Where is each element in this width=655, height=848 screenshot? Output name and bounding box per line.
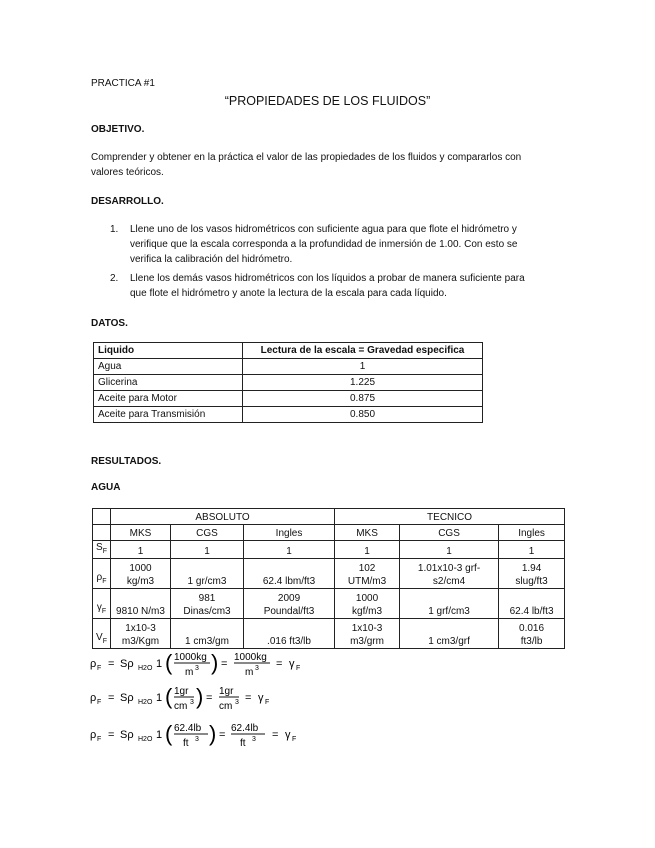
table-header-cell: CGS: [400, 525, 499, 541]
svg-text:62.4lb: 62.4lb: [231, 723, 259, 734]
table-group-header: ABSOLUTO: [111, 509, 335, 525]
table-header-cell: Liquido: [94, 343, 243, 359]
table-cell: [93, 525, 111, 541]
table-row: [94, 407, 483, 423]
svg-text:62.4lb: 62.4lb: [174, 723, 202, 734]
equation-density-mks: [88, 646, 348, 680]
svg-text:1gr: 1gr: [174, 686, 189, 697]
svg-text:F: F: [265, 699, 270, 706]
table-cell: Aceite para Transmisión: [94, 407, 243, 423]
svg-text:3: 3: [235, 699, 239, 706]
svg-text:1: 1: [156, 692, 163, 704]
table-cell: 0.875: [243, 391, 483, 407]
table-cell: 2009 Poundal/ft3: [244, 589, 335, 619]
svg-text:=: =: [219, 729, 226, 741]
table-cell: 1: [499, 541, 565, 559]
document-title: “PROPIEDADES DE LOS FLUIDOS”: [224, 94, 431, 108]
data-heading: DATOS.: [91, 318, 128, 329]
svg-text:=: =: [276, 658, 283, 670]
table-cell: Glicerina: [94, 375, 243, 391]
svg-text:ρ: ρ: [90, 658, 97, 670]
table-header-cell: CGS: [171, 525, 244, 541]
svg-text:Sρ: Sρ: [120, 658, 134, 670]
table-cell: 1 cm3/gm: [171, 619, 244, 649]
svg-text:3: 3: [190, 699, 194, 706]
svg-text:1gr: 1gr: [219, 686, 234, 697]
table-cell: .016 ft3/lb: [244, 619, 335, 649]
table-row: [93, 619, 565, 649]
table-cell: 1: [244, 541, 335, 559]
equation-density-cgs: [88, 680, 348, 714]
svg-text:(: (: [165, 721, 173, 746]
svg-text:F: F: [97, 736, 102, 743]
svg-text:=: =: [108, 658, 115, 670]
table-cell: [93, 509, 111, 525]
svg-text:Sρ: Sρ: [120, 692, 134, 704]
svg-text:H2O: H2O: [138, 736, 153, 743]
table-cell: 1: [243, 359, 483, 375]
row-symbol: $S_F$: [93, 541, 111, 559]
objective-heading: OBJETIVO.: [91, 124, 145, 135]
svg-text:=: =: [221, 658, 228, 670]
row-symbol: $\gamma_F$: [93, 589, 111, 619]
svg-text:ft: ft: [183, 738, 189, 749]
table-row: [93, 589, 565, 619]
svg-text:1000kg: 1000kg: [234, 652, 267, 663]
svg-text:H2O: H2O: [138, 665, 153, 672]
svg-text:1000kg: 1000kg: [174, 652, 207, 663]
row-symbol: $\rho_F$: [93, 559, 111, 589]
svg-text:ρ: ρ: [90, 729, 97, 741]
table-header-cell: MKS: [335, 525, 400, 541]
table-cell: 1.225: [243, 375, 483, 391]
table-cell: 1: [335, 541, 400, 559]
svg-text:3: 3: [255, 665, 259, 672]
table-cell: 1 gr/cm3: [171, 559, 244, 589]
svg-text:F: F: [292, 736, 297, 743]
svg-text:=: =: [108, 729, 115, 741]
results-heading: RESULTADOS.: [91, 456, 162, 467]
results-table: [92, 508, 565, 649]
svg-text:Sρ: Sρ: [120, 729, 134, 741]
svg-text:ft: ft: [240, 738, 246, 749]
svg-text:(: (: [165, 650, 173, 675]
table-header-cell: Ingles: [499, 525, 565, 541]
svg-text:): ): [196, 684, 204, 709]
list-item-line: que flote el hidrómetro y anote la lectura de la escala para cada líquido.: [130, 288, 447, 299]
svg-text:3: 3: [195, 665, 199, 672]
table-cell: 1000 kgf/m3: [335, 589, 400, 619]
svg-text:=: =: [206, 692, 213, 704]
table-cell: 1x10-3 m3/grm: [335, 619, 400, 649]
table-cell: 62.4 lb/ft3: [499, 589, 565, 619]
svg-text:): ): [211, 650, 219, 675]
table-header-cell: Ingles: [244, 525, 335, 541]
list-item-line: verifica la calibración del hidrómetro.: [130, 254, 293, 265]
svg-text:m: m: [185, 667, 194, 678]
table-row: [93, 509, 565, 525]
svg-text:): ): [209, 721, 217, 746]
table-cell: 1: [400, 541, 499, 559]
equation-density-english: [88, 716, 348, 752]
table-cell: 1.94 slug/ft3: [499, 559, 565, 589]
table-cell: 1: [111, 541, 171, 559]
list-item: [110, 222, 565, 270]
svg-text:F: F: [97, 665, 102, 672]
table-row: [93, 525, 565, 541]
table-row: [94, 391, 483, 407]
table-cell: 9810 N/m3: [111, 589, 171, 619]
table-cell: 1: [171, 541, 244, 559]
svg-text:3: 3: [252, 736, 256, 743]
svg-text:cm: cm: [174, 701, 188, 712]
svg-text:3: 3: [195, 736, 199, 743]
table-cell: 102 UTM/m3: [335, 559, 400, 589]
table-cell: 1000 kg/m3: [111, 559, 171, 589]
objective-line-1: Comprender y obtener en la práctica el valor de las propiedades de los fluidos y compararlos con: [91, 152, 522, 163]
svg-text:F: F: [97, 699, 102, 706]
table-cell: 0.016 ft3/lb: [499, 619, 565, 649]
table-row: [94, 375, 483, 391]
svg-text:1: 1: [156, 729, 163, 741]
table-cell: 0.850: [243, 407, 483, 423]
table-header-cell: MKS: [111, 525, 171, 541]
practice-number: PRACTICA #1: [91, 78, 155, 89]
table-row: [93, 541, 565, 559]
svg-text:γ: γ: [289, 658, 295, 670]
specific-gravity-table: [93, 342, 483, 423]
table-group-header: TECNICO: [335, 509, 565, 525]
table-cell: 981 Dinas/cm3: [171, 589, 244, 619]
svg-text:=: =: [245, 692, 252, 704]
objective-line-2: valores teóricos.: [91, 167, 164, 178]
svg-text:γ: γ: [258, 692, 264, 704]
table-cell: 62.4 lbm/ft3: [244, 559, 335, 589]
list-item: [110, 271, 565, 303]
table-row: [94, 359, 483, 375]
list-item-number: 2.: [110, 273, 119, 284]
table-header-row: [94, 343, 483, 359]
list-item-line: Llene uno de los vasos hidrométricos con suficiente agua para que flote el hidrómetro y: [130, 224, 517, 235]
svg-text:m: m: [245, 667, 254, 678]
svg-text:(: (: [165, 684, 173, 709]
svg-text:cm: cm: [219, 701, 233, 712]
svg-text:γ: γ: [285, 729, 291, 741]
list-item-line: verifique que la escala corresponda a la profundidad de inmersión de 1.00. Con esto se: [130, 239, 518, 250]
row-symbol: $V_F$: [93, 619, 111, 649]
svg-text:1: 1: [156, 658, 163, 670]
svg-text:=: =: [108, 692, 115, 704]
table-cell: Agua: [94, 359, 243, 375]
results-subheading: AGUA: [91, 482, 121, 493]
table-cell: 1 cm3/grf: [400, 619, 499, 649]
table-cell: 1.01x10-3 grf- s2/cm4: [400, 559, 499, 589]
table-header-cell: Lectura de la escala = Gravedad especifica: [243, 343, 483, 359]
list-item-number: 1.: [110, 224, 119, 235]
svg-text:=: =: [272, 729, 279, 741]
table-cell: 1x10-3 m3/Kgm: [111, 619, 171, 649]
table-cell: 1 grf/cm3: [400, 589, 499, 619]
svg-text:H2O: H2O: [138, 699, 153, 706]
table-row: [93, 559, 565, 589]
svg-text:F: F: [296, 665, 301, 672]
svg-text:ρ: ρ: [90, 692, 97, 704]
development-heading: DESARROLLO.: [91, 196, 164, 207]
list-item-line: Llene los demás vasos hidrométricos con los líquidos a probar de manera suficiente para: [130, 273, 525, 284]
table-cell: Aceite para Motor: [94, 391, 243, 407]
